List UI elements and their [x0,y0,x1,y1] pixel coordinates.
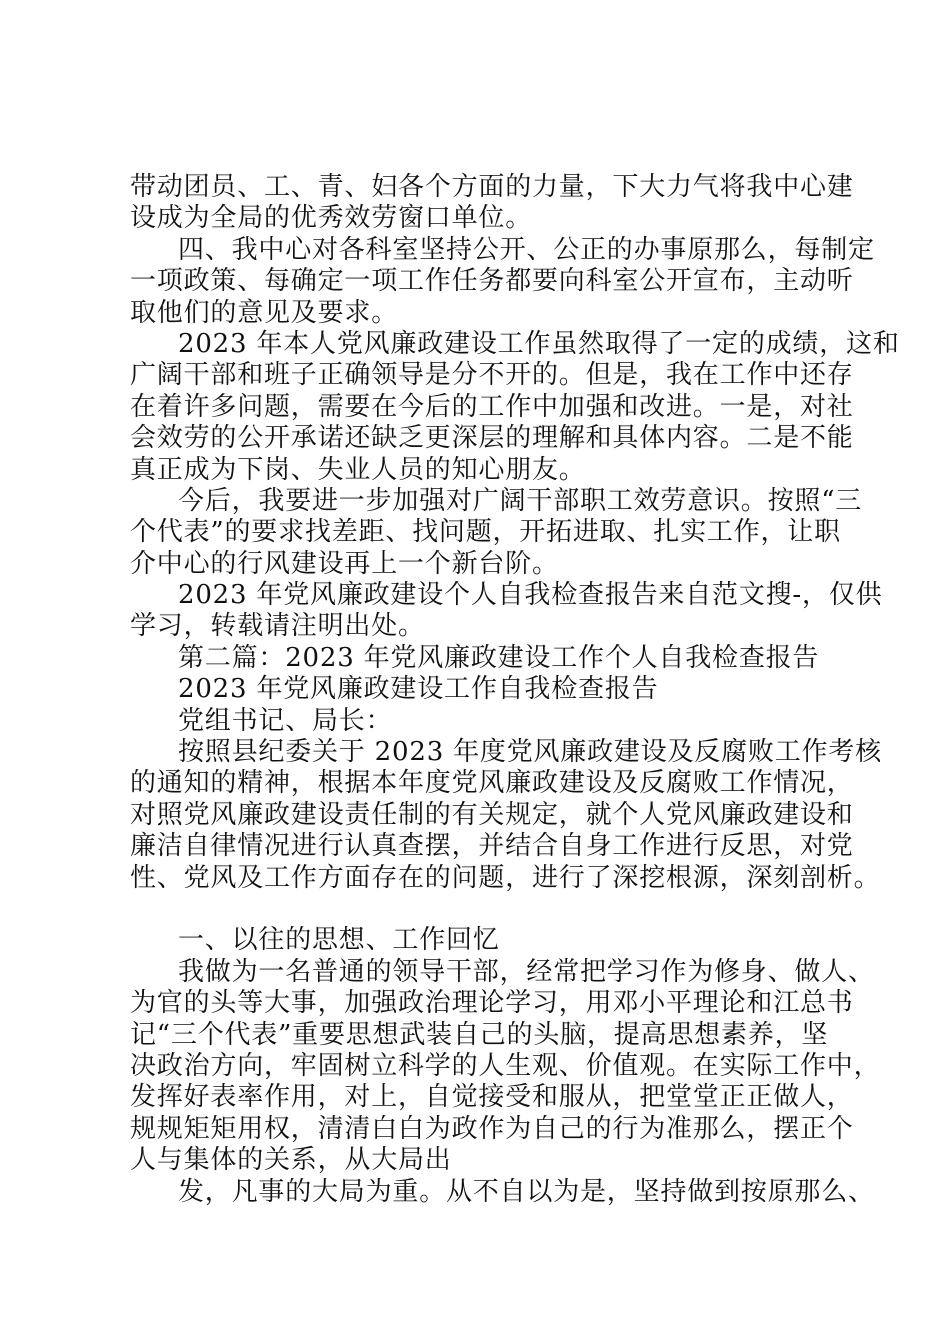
text-line: 我做为一名普通的领导干部，经常把学习作为修身、做人、 [178,956,875,987]
text-line: 个代表”的要求找差距、找问题，开拓进取、扎实工作，让职 [130,517,841,548]
text-line: 介中心的行风建设再上一个新台阶。 [130,548,559,579]
text-line: 真正成为下岗、失业人员的知心朋友。 [130,454,586,485]
text-line: 发，凡事的大局为重。从不自以为是，坚持做到按原那么、 [178,1176,875,1207]
paragraph-gap [130,894,850,925]
text-line: 按照县纪委关于 2023 年度党风廉政建设及反腐败工作考核 [178,737,882,768]
text-line: 性、党风及工作方面存在的问题，进行了深挖根源，深刻剖析。 [130,862,881,893]
text-line: 人与集体的关系，从大局出 [130,1145,452,1176]
text-line: 对照党风廉政建设责任制的有关规定，就个人党风廉政建设和 [130,799,854,830]
text-line: 带动团员、工、青、妇各个方面的力量，下大力气将我中心建 [130,172,854,202]
text-line: 记“三个代表”重要思想武装自己的头脑，提高思想素养，坚 [130,1019,829,1050]
text-line: 在着许多问题，需要在今后的工作中加强和改进。一是，对社 [130,391,854,422]
text-line: 的通知的精神，根据本年度党风廉政建设及反腐败工作情况， [130,768,854,799]
text-line: 四、我中心对各科室坚持公开、公正的办事原那么，每制定 [178,234,875,265]
text-line: 会效劳的公开承诺还缺乏更深层的理解和具体内容。二是不能 [130,423,854,454]
subsection-heading: 一、以往的思想、工作回忆 [178,925,500,956]
section-heading: 第二篇：2023 年党风廉政建设工作个人自我检查报告 [178,642,820,673]
text-line: 规规矩矩用权，清清白白为政作为自己的行为准那么，摆正个 [130,1113,854,1144]
text-line: 一项政策、每确定一项工作任务都要向科室公开宣布，主动听 [130,266,854,297]
text-line: 2023 年本人党风廉政建设工作虽然取得了一定的成绩，这和 [178,328,900,359]
text-line: 取他们的意见及要求。 [130,297,399,328]
document-body [130,172,900,1208]
text-line: 2023 年党风廉政建设个人自我检查报告来自范文搜-，仅供 [178,580,883,611]
text-line: 廉洁自律情况进行认真查摆，并结合自身工作进行反思，对党 [130,831,854,862]
text-line: 设成为全局的优秀效劳窗口单位。 [130,203,533,234]
text-line: 广阔干部和班子正确领导是分不开的。但是，我在工作中还存 [130,360,854,391]
text-line: 学习，转载请注明出处。 [130,611,425,642]
salutation: 党组书记、局长： [178,705,393,736]
text-line: 决政治方向，牢固树立科学的人生观、价值观。在实际工作中， [130,1050,881,1081]
text-line: 为官的头等大事，加强政治理论学习，用邓小平理论和江总书 [130,988,854,1019]
document-title: 2023 年党风廉政建设工作自我检查报告 [178,674,659,705]
text-line: 发挥好表率作用，对上，自觉接受和服从，把堂堂正正做人， [130,1082,854,1113]
text-line: 今后，我要进一步加强对广阔干部职工效劳意识。按照“三 [178,485,863,516]
